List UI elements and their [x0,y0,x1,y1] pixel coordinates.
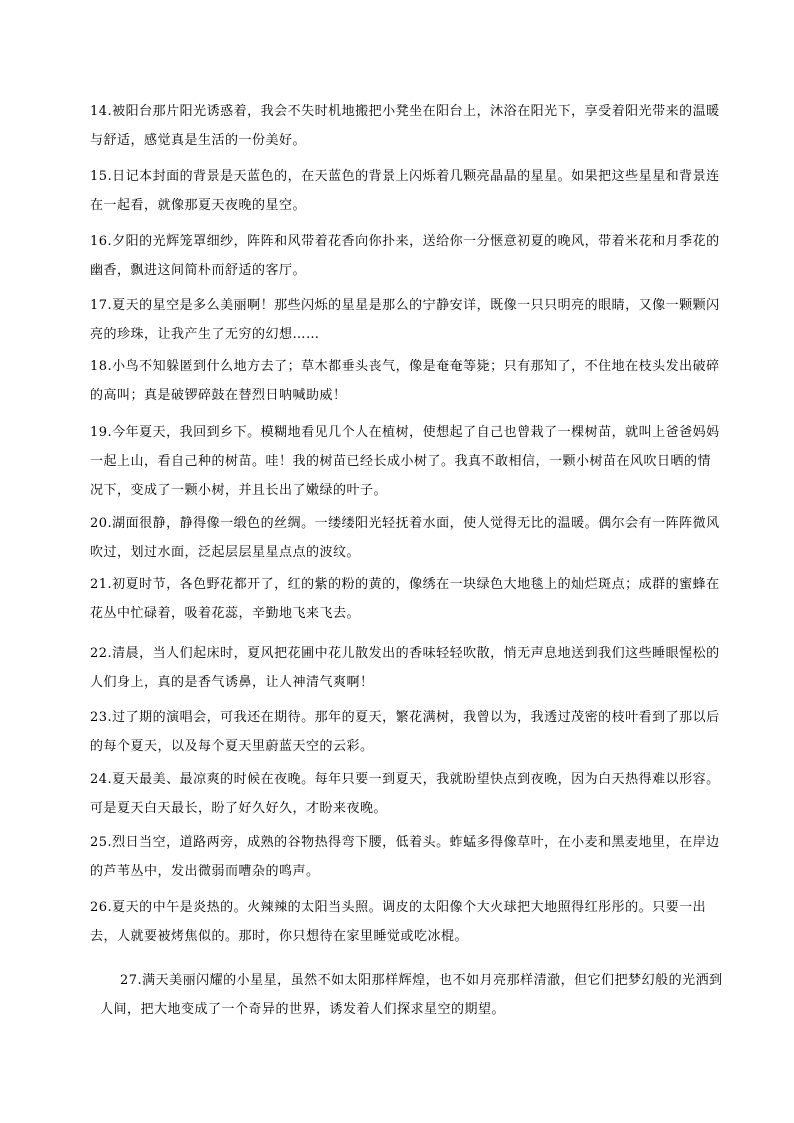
paragraph-16: 16.夕阳的光辉笼罩细纱，阵阵和风带着花香向你扑来，送给你一分惬意初夏的晚风，带着米花和月季花的幽香，飘进这间简朴而舒适的客厅。 [90,234,720,278]
paragraph-15: 15.日记本封面的背景是天蓝色的，在天蓝色的背景上闪烁着几颗亮晶晶的星星。如果把这些星星和背景连在一起看，就像那夏天夜晚的星空。 [90,169,720,213]
paragraph-23: 23.过了期的演唱会，可我还在期待。那年的夏天，繁花满树，我曾以为，我透过茂密的枝叶看到了那以后的每个夏天，以及每个夏天里蔚蓝天空的云彩。 [90,710,720,754]
paragraph-26: 26.夏天的中午是炎热的。火辣辣的太阳当头照。调皮的太阳像个大火球把大地照得红彤彤的。只要一出去，人就要被烤焦似的。那时，你只想待在家里睡觉或吃冰棍。 [90,900,707,944]
paragraph-14: 14.被阳台那片阳光诱惑着，我会不失时机地搬把小凳坐在阳台上，沐浴在阳光下，享受着阳光带来的温暖与舒适，感觉真是生活的一份美好。 [90,104,720,148]
paragraph-25: 25.烈日当空，道路两旁，成熟的谷物热得弯下腰，低着头。蚱蜢多得像草叶，在小麦和黑麦地里，在岸边的芦苇丛中，发出微弱而嘈杂的鸣声。 [90,835,720,879]
paragraph-24: 24.夏天最美、最凉爽的时候在夜晚。每年只要一到夏天，我就盼望快点到夜晚，因为白天热得难以形容。可是夏天白天最长，盼了好久好久，才盼来夜晚。 [90,772,720,816]
paragraph-19: 19.今年夏天，我回到乡下。模糊地看见几个人在植树，使想起了自己也曾栽了一棵树苗，就叫上爸爸妈妈一起上山，看自己种的树苗。哇！我的树苗已经长成小树了。我真不敢相信，一颗小树苗在风吹日晒的情况下，变成了一颗小树，并且长出了嫩绿的叶子。 [90,425,720,498]
paragraph-20: 20.湖面很静，静得像一缎色的丝绸。一缕缕阳光轻抚着水面，使人觉得无比的温暖。偶尔会有一阵阵微风吹过，划过水面，泛起层层星星点点的波纹。 [90,516,720,560]
paragraph-27: 27.满天美丽闪耀的小星星，虽然不如太阳那样辉煌，也不如月亮那样清澈，但它们把梦幻般的光洒到人间，把大地变成了一个奇异的世界，诱发着人们探求星空的期望。 [100,973,723,1017]
paragraph-21: 21.初夏时节，各色野花都开了，红的紫的粉的黄的，像绣在一块绿色大地毯上的灿烂斑点；成群的蜜蜂在花丛中忙碌着，吸着花蕊，辛勤地飞来飞去。 [90,577,720,621]
paragraph-17: 17.夏天的星空是多么美丽啊！那些闪烁的星星是那么的宁静安详，既像一只只明亮的眼睛，又像一颗颗闪亮的珍珠，让我产生了无穷的幻想…… [90,298,720,342]
paragraph-22: 22.清晨，当人们起床时，夏风把花圃中花儿散发出的香味轻轻吹散，悄无声息地送到我们这些睡眼惺松的人们身上，真的是香气诱鼻，让人神清气爽啊！ [90,646,720,690]
paragraph-18: 18.小鸟不知躲匿到什么地方去了；草木都垂头丧气，像是奄奄等毙；只有那知了，不住地在枝头发出破碎的高叫；真是破锣碎鼓在替烈日呐喊助威！ [90,359,720,403]
